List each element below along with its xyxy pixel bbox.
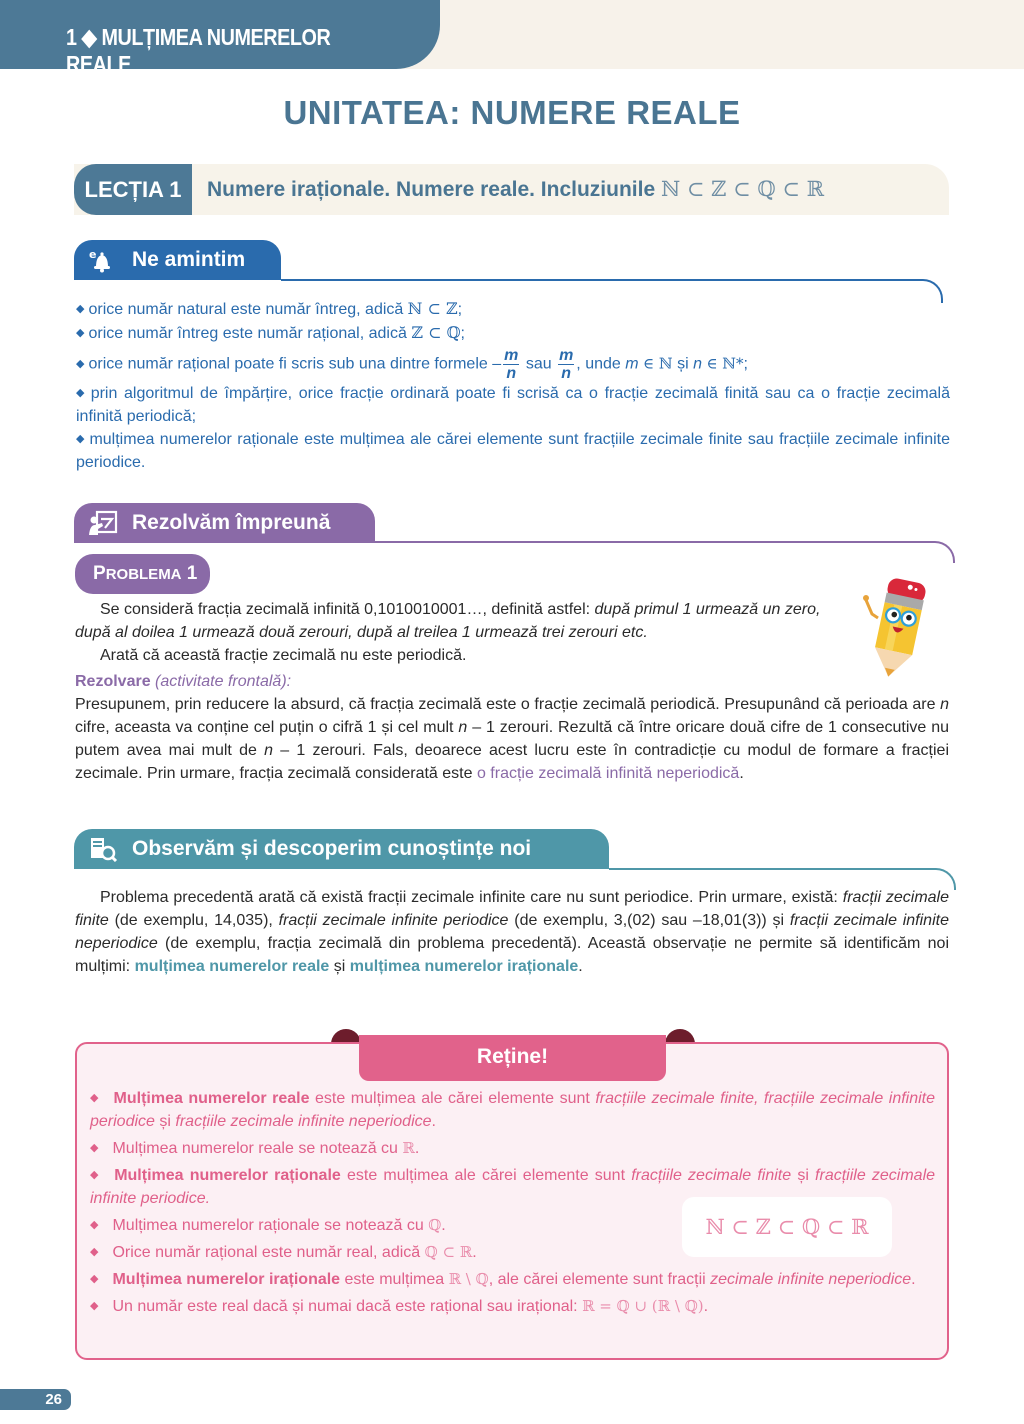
lesson-badge: LECȚIA 1 — [74, 164, 192, 215]
fraction: $\frac{m}{n}$ — [504, 347, 519, 382]
svg-text:e: e — [89, 248, 97, 261]
ne-amintim-list — [76, 297, 950, 474]
book-search-icon — [88, 836, 118, 862]
observation-paragraph: Problema precedentă arată că există fracții zecimale infinite care nu sunt periodice. Prin urmare, există: fracții zecimale finite (de exemplu, 14,035), fracții zecimale infinite periodice (de exemplu, 3,(02) sau –18,01(3)) și fracții zecimale infinite neperiodice (de exemplu, fracția zecimală din problema precedentă). Această observație ne permite să identificăm noi mulțimi: mulțimea numerelor reale și mulțimea numerelor iraționale. — [75, 889, 949, 975]
diamond-bullet-icon: ◆ — [90, 1300, 99, 1312]
list-item: ◆ Mulțimea numerelor raționale este mulțimea ale cărei elemente sunt fracțiile zecimale finite și fracțiile zecimale infinite periodice. — [90, 1167, 936, 1207]
diamond-bullet-icon: ◆ — [76, 433, 86, 445]
section-title: Rezolvăm împreună — [132, 511, 331, 534]
header-strip — [400, 0, 1024, 69]
bell-icon — [88, 247, 118, 273]
fraction: $\frac{m}{n}$ — [559, 347, 574, 382]
list-item: ◆ Mulțimea numerelor reale se notează cu ℝ. — [90, 1139, 420, 1157]
list-item: ◆ orice număr natural este număr întreg, adică ℕ ⊂ ℤ; — [76, 299, 463, 318]
section-ne-amintim — [74, 240, 281, 280]
unit-title: UNITATEA: NUMERE REALE — [283, 94, 741, 131]
diamond-bullet-icon: ◆ — [90, 1219, 99, 1231]
board-icon — [88, 510, 118, 536]
list-item: ◆ prin algoritmul de împărțire, orice fracție ordinară poate fi scrisă ca o fracție zecimală finită sau ca o fracție zecimală infinită periodică; — [76, 385, 951, 425]
diamond-bullet-icon: ◆ — [76, 327, 85, 339]
diamond-bullet-icon: ◆ — [90, 1092, 100, 1104]
diamond-bullet-icon: ◆ — [90, 1273, 99, 1285]
diamond-bullet-icon: ◆ — [76, 387, 87, 399]
chapter-title: 1 ◆ MULȚIMEA NUMERELOR REALE — [66, 24, 331, 77]
pencil-mascot — [860, 570, 940, 682]
lesson-title-text: Numere iraționale. Numere reale. Incluziunile — [207, 178, 656, 201]
list-item: ◆ orice număr întreg este număr rațional, adică ℤ ⊂ ℚ; — [76, 323, 465, 342]
section-observam — [74, 829, 609, 869]
section-rezolvam-impreuna — [74, 503, 375, 543]
diamond-bullet-icon: ◆ — [76, 357, 85, 370]
problem-task: Arată că această fracție zecimală nu este periodică. — [100, 647, 467, 664]
retine-heading: Reține! — [359, 1035, 666, 1081]
list-item: ◆ Mulțimea numerelor reale este mulțimea ale cărei elemente sunt fracțiile zecimale finite, fracțiile zecimale infinite periodice și fracțiile zecimale infinite neperiodice. — [90, 1090, 936, 1130]
problem-statement: Se consideră fracția zecimală infinită 0,1010010001…, definită astfel: după primul 1 urmează un zero, după al doilea 1 urmează două zerouri, după al treilea 1 urmează trei zerouri etc. Arată că această fracție zecimală nu este periodică. — [75, 598, 845, 667]
list-item: ◆ Mulțimea numerelor iraționale este mulțimea ℝ \ ℚ, ale cărei elemente sunt fracții zecimale infinite neperiodice. — [90, 1270, 916, 1288]
list-item: ◆ Mulțimea numerelor raționale se notează cu ℚ. — [90, 1216, 446, 1234]
page-number: 26 — [0, 1389, 71, 1410]
chapter-header — [0, 0, 440, 77]
problem-badge: PROBLEMA 1 — [75, 554, 210, 594]
section-title: Ne amintim — [132, 248, 246, 271]
list-item: ◆ Orice număr rațional este număr real, adică ℚ ⊂ ℝ. — [90, 1243, 477, 1261]
diamond-bullet-icon: ◆ — [90, 1246, 99, 1258]
section-title: Observăm și descoperim cunoștințe noi — [132, 837, 532, 860]
solution-label: Rezolvare — [75, 673, 151, 690]
section-divider — [375, 541, 955, 563]
diamond-bullet-icon: ◆ — [90, 1169, 101, 1181]
list-item: ◆ Un număr este real dacă și numai dacă este rațional sau irațional: ℝ = ℚ ∪ (ℝ \ ℚ). — [90, 1297, 709, 1315]
diamond-bullet-icon: ◆ — [90, 1142, 99, 1154]
diamond-bullet-icon: ◆ — [76, 303, 85, 315]
inclusion-formula: ℕ ⊂ ℤ ⊂ ℚ ⊂ ℝ — [682, 1197, 892, 1257]
solution-text: Presupunem, prin reducere la absurd, că fracția zecimală este o fracție zecimală periodică. Presupunând că perioada are n cifre, aceasta va conține cel puțin o cifră 1 și cel mult n – 1 zerouri. Rezultă că între oricare două cifre de 1 consecutive nu putem avea mai mult de n – 1 zerouri. Fals, deoarece acest lucru este în contradicție cu modul de formare a fracției zecimale. Prin urmare, fracția zecimală considerată este o fracție zecimală infinită neperiodică. — [75, 696, 949, 782]
lesson-inclusion: ℕ ⊂ ℤ ⊂ ℚ ⊂ ℝ — [661, 177, 825, 201]
list-item: ◆ mulțimea numerelor raționale este mulțimea ale cărei elemente sunt fracțiile zecimale finite sau fracțiile zecimale infinite periodice. — [76, 431, 950, 471]
lesson-title — [207, 177, 824, 202]
solution: Rezolvare (activitate frontală): Presupunem, prin reducere la absurd, că fracția zecimală este o fracție zecimală periodică. Presupunând că perioada are n cifre, aceasta va conține cel puțin o cifră 1 și cel mult n – 1 zerouri. Rezultă că între oricare două cifre de 1 consecutive nu putem avea mai mult de n – 1 zerouri. Fals, deoarece acest lucru este în contradicție cu modul de formare a fracției zecimale. Prin urmare, fracția zecimală considerată este o fracție zecimală infinită neperiodică. — [75, 670, 949, 785]
list-item: ◆ orice număr rațional poate fi scris sub una dintre formele – $\frac{m}{n}$ sau $\frac{m}{n}$ , unde m ∈ ℕ și n ∈ ℕ*; — [76, 347, 748, 382]
